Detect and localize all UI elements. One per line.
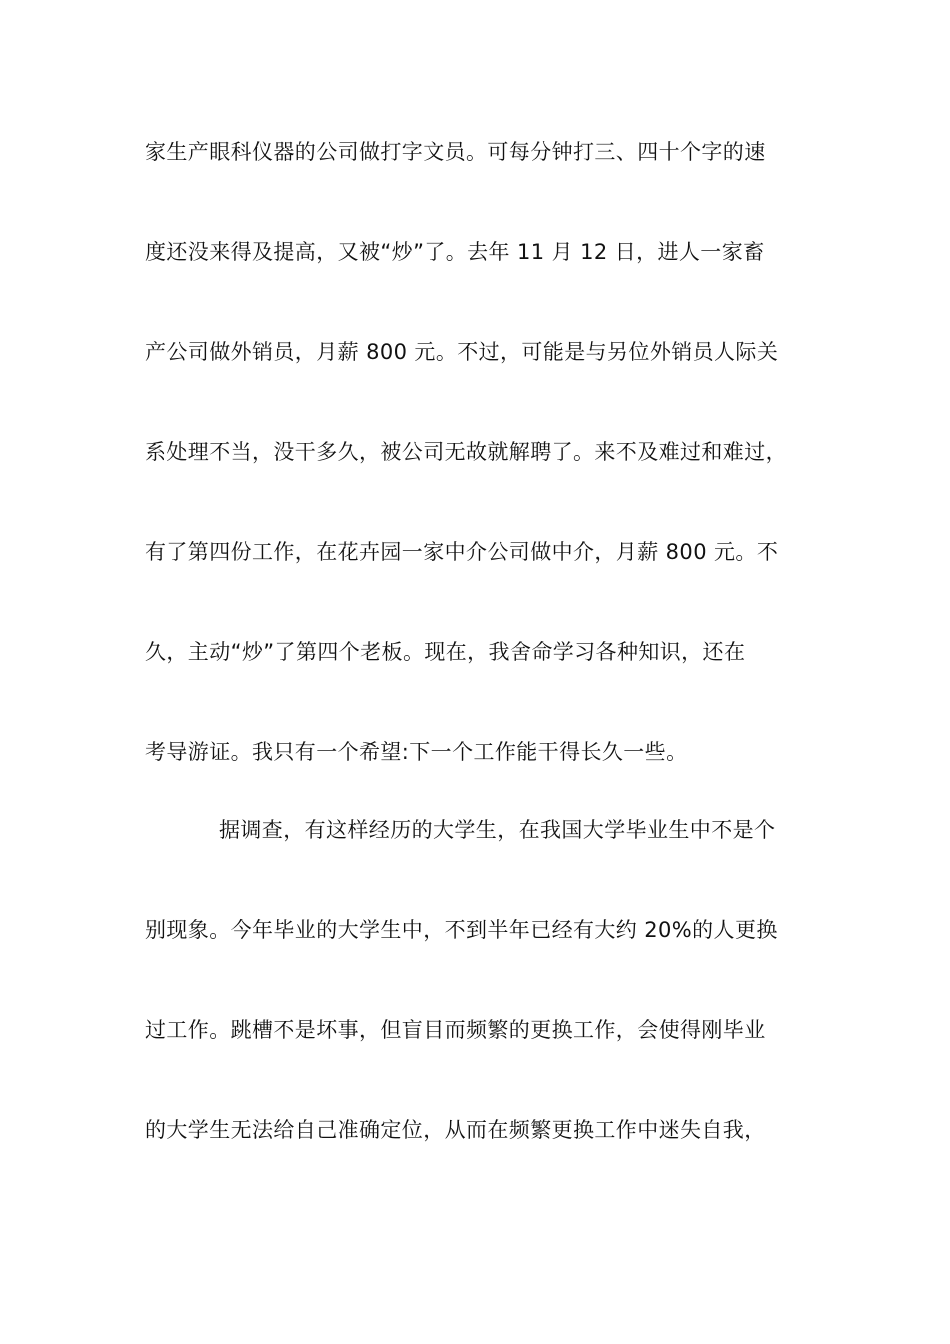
text-line: 家生产眼科仪器的公司做打字文员。可每分钟打三、四十个字的速 [145, 140, 766, 164]
text-line: 考导游证。我只有一个希望:下一个工作能干得长久一些。 [145, 740, 688, 764]
text-line: 产公司做外销员，月薪 800 元。不过，可能是与另位外销员人际关 [145, 340, 779, 364]
text-line: 的大学生无法给自己准确定位，从而在频繁更换工作中迷失自我， [145, 1118, 766, 1142]
paragraph-start-line: 据调查，有这样经历的大学生，在我国大学毕业生中不是个 [219, 818, 776, 842]
text-line: 过工作。跳槽不是坏事，但盲目而频繁的更换工作，会使得刚毕业 [145, 1018, 766, 1042]
text-line: 有了第四份工作，在花卉园一家中介公司做中介，月薪 800 元。不 [145, 540, 779, 564]
text-line: 度还没来得及提高，又被“炒”了。去年 11 月 12 日，进人一家畜 [145, 240, 765, 264]
text-line: 别现象。今年毕业的大学生中，不到半年已经有大约 20%的人更换 [145, 918, 778, 942]
text-line: 久，主动“炒”了第四个老板。现在，我舍命学习各种知识，还在 [145, 640, 746, 664]
text-line: 系处理不当，没干多久，被公司无故就解聘了。来不及难过和难过， [145, 440, 787, 464]
